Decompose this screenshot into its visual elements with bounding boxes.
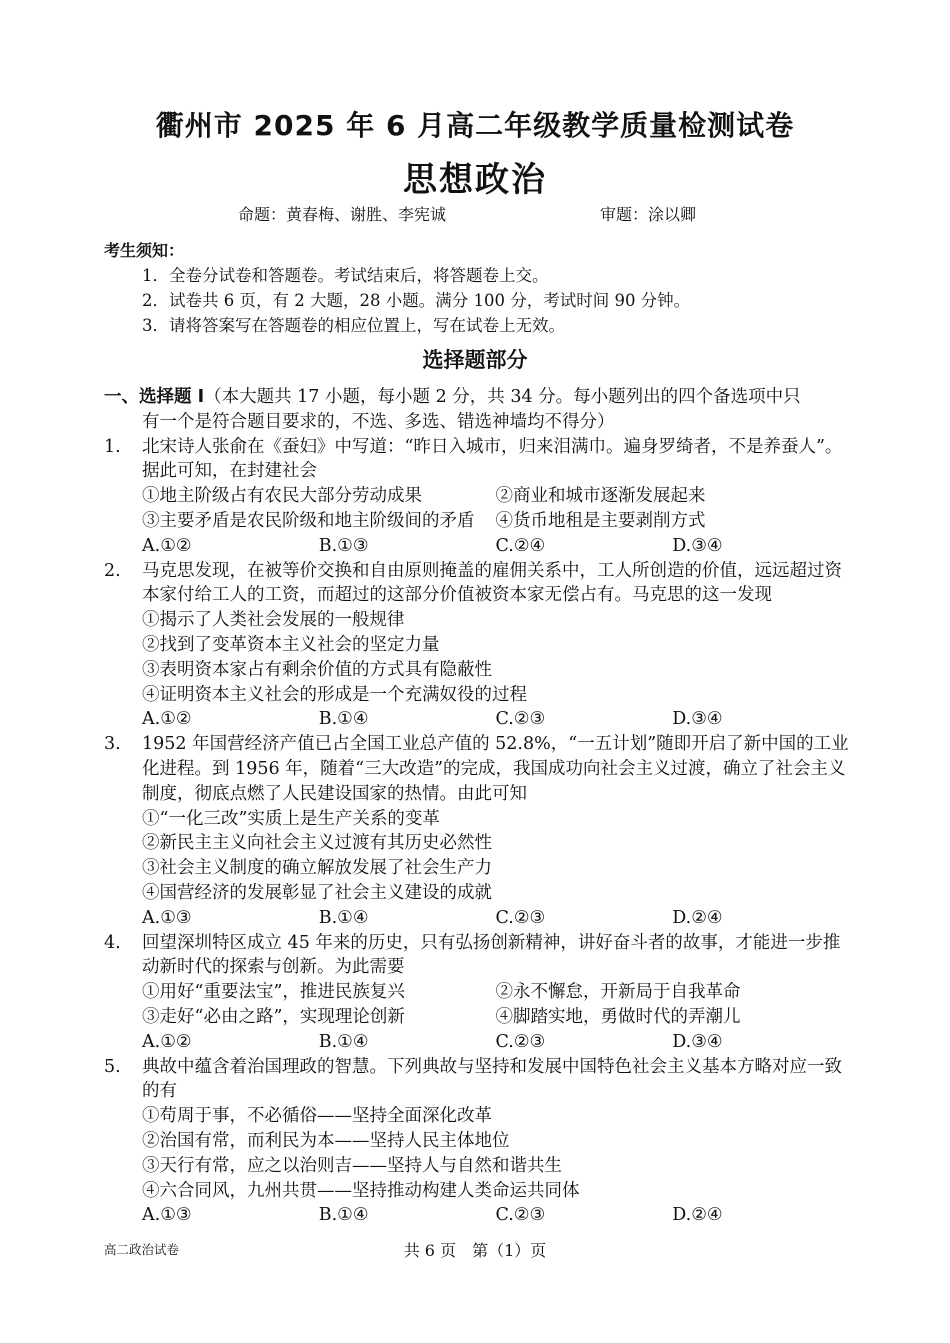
question-stem: 典故中蕴含着治国理政的智慧。下列典故与坚持和发展中国特色社会主义基本方略对应一致的有 (142, 1056, 842, 1102)
notice-heading: 考生须知： (104, 241, 185, 260)
question-number: 1. (104, 436, 121, 457)
answer-choice: A.①③ (142, 907, 192, 928)
notice-item: 2．试卷共 6 页，有 2 大题，28 小题。满分 100 分，考试时间 90 分钟。 (142, 291, 691, 310)
option: ①用好“重要法宝”，推进民族复兴 (142, 982, 405, 1003)
answer-choice: C.②④ (495, 535, 546, 556)
part-desc: （本大题共 17 小题，每小题 2 分，共 34 分。每小题列出的四个备选项中只 (204, 387, 801, 407)
question-5 (104, 1055, 849, 1229)
question-4 (104, 931, 849, 1055)
option: ③表明资本家占有剩余价值的方式具有隐蔽性 (142, 659, 492, 680)
option: ④国营经济的发展彰显了社会主义建设的成就 (142, 882, 492, 903)
question-number: 5. (104, 1056, 121, 1077)
authors-line: 命题：黄春梅、谢胜、李宪诚 (238, 205, 447, 224)
question-stem: 1952 年国营经济产值已占全国工业总产值的 52.8%，“一五计划”随即开启了新中国的工业化进程。到 1956 年，随着“三大改造”的完成，我国成功向社会主义过渡，确立了社会主义制度，彻底点燃了人民建设国家的热情。由此可知 (142, 734, 849, 804)
option: ①揭示了人类社会发展的一般规律 (142, 610, 405, 631)
answer-choice: A.①② (142, 709, 192, 730)
option: ③主要矛盾是农民阶级和地主阶级间的矛盾 (142, 510, 475, 531)
option: ④证明资本主义社会的形成是一个充满奴役的过程 (142, 684, 527, 705)
option: ②商业和城市逐渐发展起来 (495, 486, 706, 507)
choice-part-1 (104, 385, 849, 1228)
answer-choice: A.①② (142, 1031, 192, 1052)
option: ①地主阶级占有农民大部分劳动成果 (142, 486, 422, 507)
notice-item: 3．请将答案写在答题卷的相应位置上，写在试卷上无效。 (142, 316, 565, 335)
answer-choice: B.①④ (318, 709, 369, 730)
subject-title: 思想政治 (403, 160, 547, 200)
part-desc-cont: 有一个是符合题目要求的，不选、多选、错选神墙均不得分） (142, 411, 615, 432)
question-number: 3. (104, 734, 121, 755)
answer-choice: C.②③ (495, 1031, 546, 1052)
footer-page-number: 共 6 页 第（1）页 (403, 1241, 547, 1260)
answer-choice: A.①③ (142, 1205, 192, 1226)
option: ①苟周于事，不必循俗——坚持全面深化改革 (142, 1106, 492, 1127)
answer-choice: C.②③ (495, 907, 546, 928)
question-stem: 马克思发现，在被等价交换和自由原则掩盖的雇佣关系中，工人所创造的价值，远远超过资本家付给工人的工资，而超过的这部分价值被资本家无偿占有。马克思的这一发现 (142, 560, 842, 606)
exam-title: 衢州市 2025 年 6 月高二年级教学质量检测试卷 (155, 109, 795, 142)
question-number: 2. (104, 560, 121, 581)
answer-choice: B.①③ (318, 535, 369, 556)
answer-choice: C.②③ (495, 1205, 546, 1226)
option: ②找到了变革资本主义社会的坚定力量 (142, 634, 440, 655)
option: ④脚踏实地，勇做时代的弄潮儿 (495, 1006, 741, 1027)
notice-item: 1．全卷分试卷和答题卷。考试结束后，将答题卷上交。 (142, 266, 549, 285)
reviewer-line: 审题：涂以卿 (600, 205, 697, 224)
answer-choice: A.①② (142, 535, 192, 556)
answer-choice: C.②③ (495, 709, 546, 730)
section-title: 选择题部分 (422, 348, 528, 372)
part-label: 一、选择题 I (104, 387, 205, 407)
question-1 (104, 435, 849, 559)
question-stem: 北宋诗人张俞在《蚕妇》中写道：“昨日入城市，归来泪满巾。遍身罗绮者，不是养蚕人”。据此可知，在封建社会 (142, 436, 843, 482)
option: ②永不懈怠，开新局于自我革命 (495, 982, 741, 1003)
option: ③天行有常，应之以治则吉——坚持人与自然和谐共生 (142, 1155, 562, 1176)
part-heading (104, 385, 849, 435)
option: ④货币地租是主要剥削方式 (495, 510, 706, 531)
question-2 (104, 559, 849, 733)
answer-choice: D.②④ (672, 907, 723, 928)
question-number: 4. (104, 932, 121, 953)
option: ①“一化三改”实质上是生产关系的变革 (142, 808, 440, 829)
answer-choice: D.②④ (672, 1205, 723, 1226)
footer-paper-name: 高二政治试卷 (104, 1242, 180, 1257)
option: ③走好“必由之路”，实现理论创新 (142, 1006, 405, 1027)
candidate-notice (104, 239, 864, 338)
answer-choice: D.③④ (672, 709, 723, 730)
option: ②治国有常，而利民为本——坚持人民主体地位 (142, 1130, 510, 1151)
question-stem: 回望深圳特区成立 45 年来的历史，只有弘扬创新精神，讲好奋斗者的故事，才能进一步推动新时代的探索与创新。为此需要 (142, 932, 841, 978)
answer-choice: D.③④ (672, 1031, 723, 1052)
answer-choice: B.①④ (318, 907, 369, 928)
option: ③社会主义制度的确立解放发展了社会生产力 (142, 858, 492, 879)
answer-choice: B.①④ (318, 1205, 369, 1226)
question-3 (104, 732, 849, 930)
option: ②新民主主义向社会主义过渡有其历史必然性 (142, 833, 492, 854)
answer-choice: B.①④ (318, 1031, 369, 1052)
answer-choice: D.③④ (672, 535, 723, 556)
option: ④六合同风，九州共贯——坚持推动构建人类命运共同体 (142, 1180, 580, 1201)
